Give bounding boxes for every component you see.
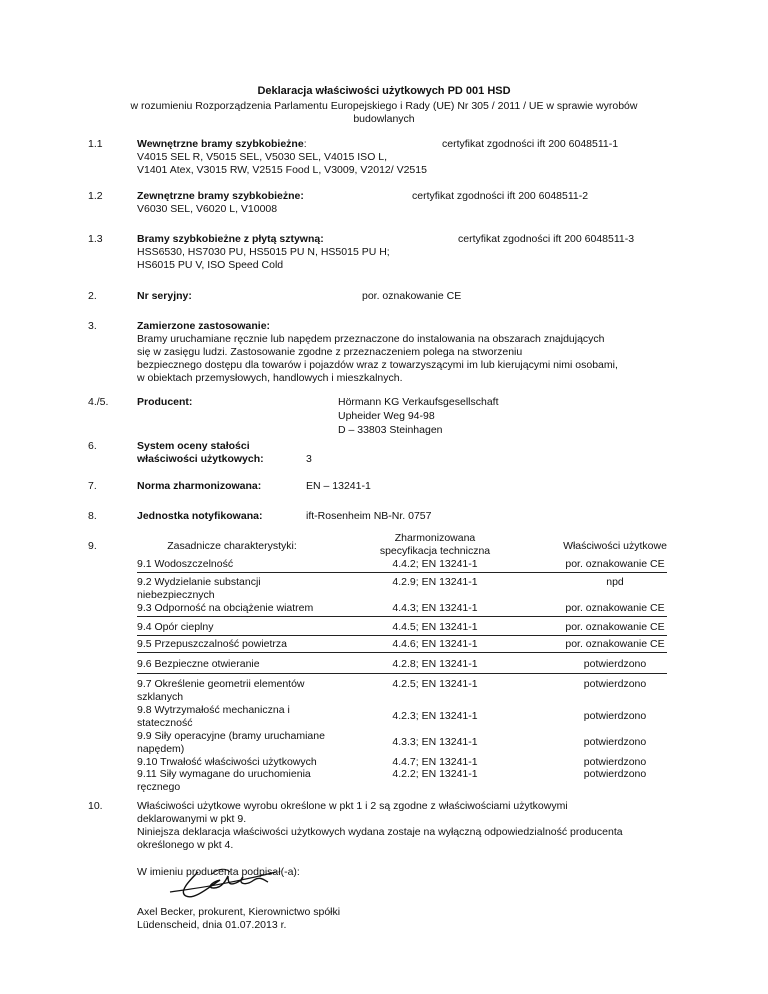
table-row-9-4-perf: por. oznakowanie CE xyxy=(565,621,665,633)
section-2-heading: Nr seryjny: xyxy=(137,290,192,302)
section-1-2-heading: Zewnętrzne bramy szybkobieżne: xyxy=(137,190,304,202)
section-1-3-products-line2: HS6015 PU V, ISO Speed Cold xyxy=(137,259,284,271)
table-row-9-2-spec: 4.2.9; EN 13241-1 xyxy=(392,576,478,588)
section-1-1-products-line2: V1401 Atex, V3015 RW, V2515 Food L, V3009, V2012/ V2515 xyxy=(137,164,427,176)
table-row-9-1-char: 9.1 Wodoszczelność xyxy=(137,558,234,570)
section-10-number: 10. xyxy=(88,800,103,812)
section-4-number: 4./5. xyxy=(88,396,109,408)
table-row-9-11-char-line1: 9.11 Siły wymagane do uruchomienia xyxy=(137,768,311,780)
section-1-3-number: 1.3 xyxy=(88,233,103,245)
table-row-9-6-perf: potwierdzono xyxy=(583,658,647,670)
document-title: Deklaracja właściwości użytkowych PD 001 HSD xyxy=(257,85,511,97)
table-header-spec-line2: specyfikacja techniczna xyxy=(379,545,491,557)
signed-by-label: W imieniu producenta podpisał(-a): xyxy=(137,866,300,878)
section-6-heading-line2: właściwości użytkowych: xyxy=(137,453,264,465)
table-divider xyxy=(137,572,667,573)
table-row-9-2-perf: npd xyxy=(606,576,624,588)
table-header-characteristics: Zasadnicze charakterystyki: xyxy=(167,540,297,552)
table-row-9-5-spec: 4.4.6; EN 13241-1 xyxy=(392,638,478,650)
table-header-spec-line1: Zharmonizowana xyxy=(394,532,476,544)
table-row-9-3-spec: 4.4.3; EN 13241-1 xyxy=(392,602,478,614)
section-9-number: 9. xyxy=(88,540,97,552)
section-8-heading: Jednostka notyfikowana: xyxy=(137,510,263,522)
table-row-9-10-char: 9.10 Trwałość właściwości użytkowych xyxy=(137,756,317,768)
table-row-9-10-perf: potwierdzono xyxy=(583,756,647,768)
table-row-9-11-char-line2: ręcznego xyxy=(137,781,181,793)
section-3-text-line2: się w zasięgu ludzi. Zastosowanie zgodne z przeznaczeniem polega na stworzeniu xyxy=(137,346,523,358)
section-10-text-line3: Niniejsza deklaracja właściwości użytkowych wydana zostaje na wyłączną odpowiedzialność producenta xyxy=(137,826,623,838)
section-1-2-products-line1: V6030 SEL, V6020 L, V10008 xyxy=(137,203,278,215)
table-row-9-1-perf: por. oznakowanie CE xyxy=(565,558,665,570)
section-6-number: 6. xyxy=(88,440,97,452)
table-row-9-2-char-line2: niebezpiecznych xyxy=(137,589,215,601)
section-2-value: por. oznakowanie CE xyxy=(362,290,462,302)
section-3-text-line4: w obiektach przemysłowych, handlowych i mieszkalnych. xyxy=(137,372,403,384)
section-6-value: 3 xyxy=(306,453,312,465)
table-header-performance: Właściwości użytkowe xyxy=(563,540,667,552)
table-divider xyxy=(137,652,667,653)
section-10-text-line4: określonego w pkt 4. xyxy=(137,839,234,851)
table-row-9-2-char-line1: 9.2 Wydzielanie substancji xyxy=(137,576,261,588)
section-1-1-products-line1: V4015 SEL R, V5015 SEL, V5030 SEL, V4015 ISO L, xyxy=(137,151,388,163)
section-7-number: 7. xyxy=(88,480,97,492)
section-3-number: 3. xyxy=(88,320,97,332)
table-row-9-9-char-line2: napędem) xyxy=(137,743,185,755)
table-row-9-11-perf: potwierdzono xyxy=(583,768,647,780)
section-1-3-products-line1: HSS6530, HS7030 PU, HS5015 PU N, HS5015 PU H; xyxy=(137,246,390,258)
table-row-9-4-spec: 4.4.5; EN 13241-1 xyxy=(392,621,478,633)
table-row-9-7-char-line2: szklanych xyxy=(137,691,184,703)
manufacturer-street: Upheider Weg 94-98 xyxy=(338,410,435,422)
table-divider xyxy=(137,616,667,617)
section-6-heading-line1: System oceny stałości xyxy=(137,440,250,452)
section-8-number: 8. xyxy=(88,510,97,522)
table-row-9-5-perf: por. oznakowanie CE xyxy=(565,638,665,650)
manufacturer-city: D – 33803 Steinhagen xyxy=(338,424,443,436)
manufacturer-name: Hörmann KG Verkaufsgesellschaft xyxy=(338,396,499,408)
table-divider xyxy=(137,673,667,674)
section-2-number: 2. xyxy=(88,290,97,302)
table-row-9-1-spec: 4.4.2; EN 13241-1 xyxy=(392,558,478,570)
table-row-9-3-char: 9.3 Odporność na obciążenie wiatrem xyxy=(137,602,314,614)
table-row-9-8-char-line2: stateczność xyxy=(137,717,193,729)
section-7-value: EN – 13241-1 xyxy=(306,480,371,492)
signature-image xyxy=(168,858,278,902)
table-row-9-11-spec: 4.2.2; EN 13241-1 xyxy=(392,768,478,780)
table-row-9-8-perf: potwierdzono xyxy=(583,710,647,722)
section-1-1-certificate: certyfikat zgodności ift 200 6048511-1 xyxy=(442,138,619,150)
section-4-heading: Producent: xyxy=(137,396,193,408)
section-3-heading: Zamierzone zastosowanie: xyxy=(137,320,271,332)
table-row-9-10-spec: 4.4.7; EN 13241-1 xyxy=(392,756,478,768)
section-10-text-line1: Właściwości użytkowe wyrobu określone w pkt 1 i 2 są zgodne z właściwościami użytkowymi xyxy=(137,800,568,812)
table-row-9-7-char-line1: 9.7 Określenie geometrii elementów xyxy=(137,678,305,690)
section-8-value: ift-Rosenheim NB-Nr. 0757 xyxy=(306,510,432,522)
table-row-9-8-char-line1: 9.8 Wytrzymałość mechaniczna i xyxy=(137,704,290,716)
table-row-9-8-spec: 4.2.3; EN 13241-1 xyxy=(392,710,478,722)
table-divider xyxy=(137,635,667,636)
section-3-text-line3: bezpiecznego dostępu dla towarów i pojazdów wraz z towarzyszącymi im lub kierującymi nimi osobami, xyxy=(137,359,618,371)
document-subtitle: w rozumieniu Rozporządzenia Parlamentu Europejskiego i Rady (UE) Nr 305 / 2011 / UE w sprawie wyrobów budowlanych xyxy=(130,100,638,125)
place-and-date: Lüdenscheid, dnia 01.07.2013 r. xyxy=(137,919,287,931)
section-3-text-line1: Bramy uruchamiane ręcznie lub napędem przeznaczone do instalowania na obszarach znajdujących xyxy=(137,333,605,345)
table-row-9-9-spec: 4.3.3; EN 13241-1 xyxy=(392,736,478,748)
table-row-9-9-perf: potwierdzono xyxy=(583,736,647,748)
table-row-9-6-spec: 4.2.8; EN 13241-1 xyxy=(392,658,478,670)
section-1-3-certificate: certyfikat zgodności ift 200 6048511-3 xyxy=(458,233,635,245)
section-10-text-line2: deklarowanymi w pkt 9. xyxy=(137,813,247,825)
section-7-heading: Norma zharmonizowana: xyxy=(137,480,262,492)
section-1-2-number: 1.2 xyxy=(88,190,103,202)
table-row-9-3-perf: por. oznakowanie CE xyxy=(565,602,665,614)
section-1-1-heading: Wewnętrzne bramy szybkobieżne: xyxy=(137,138,307,150)
table-row-9-5-char: 9.5 Przepuszczalność powietrza xyxy=(137,638,287,650)
section-1-2-certificate: certyfikat zgodności ift 200 6048511-2 xyxy=(412,190,589,202)
section-1-1-number: 1.1 xyxy=(88,138,103,150)
table-row-9-7-spec: 4.2.5; EN 13241-1 xyxy=(392,678,478,690)
table-row-9-9-char-line1: 9.9 Siły operacyjne (bramy uruchamiane xyxy=(137,730,325,742)
table-row-9-7-perf: potwierdzono xyxy=(583,678,647,690)
table-row-9-4-char: 9.4 Opór cieplny xyxy=(137,621,214,633)
section-1-3-heading: Bramy szybkobieżne z płytą sztywną: xyxy=(137,233,324,245)
table-row-9-6-char: 9.6 Bezpieczne otwieranie xyxy=(137,658,260,670)
signatory-name: Axel Becker, prokurent, Kierownictwo spółki xyxy=(137,906,341,918)
